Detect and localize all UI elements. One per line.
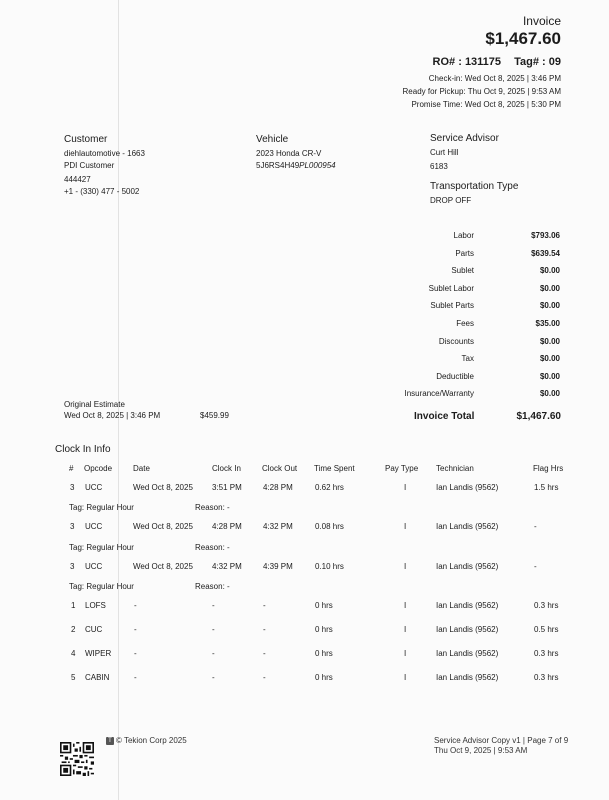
ro-label: RO# : [432,56,462,68]
cell-clock-out: - [263,601,266,610]
cell-technician: Ian Landis (9562) [436,483,499,492]
cell-clock-out: 4:39 PM [263,562,293,571]
cell-flag-hrs: 0.3 hrs [534,673,559,682]
cell-opcode: UCC [85,562,103,571]
cell-clock-in: - [212,601,215,610]
customer-block [64,148,145,198]
invoice-total-value: $1,467.60 [516,411,561,422]
cell-time-spent: 0 hrs [315,601,333,610]
customer-name: diehlautomotive - 1663 [64,149,145,158]
totals-row-sublet-parts [380,301,560,319]
vin-suffix: PL000954 [299,161,336,170]
totals-value: $0.00 [539,371,560,381]
totals-value: $35.00 [535,319,560,328]
cell-technician: Ian Landis (9562) [436,522,499,531]
cell-technician: Ian Landis (9562) [436,625,499,634]
promise-time-date: Promise Time: Wed Oct 8, 2025 | 5:30 PM [411,100,561,109]
cell-time-spent: 0.10 hrs [315,562,344,571]
totals-row-deductible [380,372,560,390]
cell-clock-in: - [212,673,215,682]
cell-technician: Ian Landis (9562) [436,601,499,610]
totals-row-discounts [380,337,560,355]
cell-clock-in: 4:28 PM [212,522,242,531]
totals-label: Sublet Parts [430,301,474,311]
cell-time-spent: 0.08 hrs [315,522,344,531]
customer-heading: Customer [64,134,108,145]
row-tag: Tag: Regular Hour [69,543,134,552]
cell-date: Wed Oct 8, 2025 [133,522,193,531]
cell-date: Wed Oct 8, 2025 [133,562,193,571]
totals-value: $0.00 [539,389,560,399]
col-header-time-spent: Time Spent [314,464,355,473]
cell-num: 3 [70,562,75,571]
cell-opcode: UCC [85,483,103,492]
col-header-pay-type: Pay Type [385,464,419,473]
cell-pay-type: I [404,601,407,610]
cell-pay-type: I [404,649,407,658]
cell-time-spent: 0 hrs [315,649,333,658]
transportation-heading: Transportation Type [430,181,519,192]
customer-type: PDI Customer [64,161,115,170]
tag-label: Tag# : [514,56,546,68]
cell-num: 2 [71,625,76,634]
customer-phone: +1 - (330) 477 - 5002 [64,187,140,196]
cell-technician: Ian Landis (9562) [436,649,499,658]
ro-tag-line [433,56,561,68]
row-tag: Tag: Regular Hour [69,582,134,591]
vehicle-block [256,148,336,172]
cell-clock-in: 4:32 PM [212,562,242,571]
row-tag: Tag: Regular Hour [69,503,134,512]
cell-opcode: UCC [85,522,103,531]
cell-opcode: CABIN [85,673,110,682]
cell-flag-hrs: 0.5 hrs [534,625,559,634]
col-header-clock-out: Clock Out [262,464,298,473]
cell-num: 5 [71,673,76,682]
totals-label: Fees [456,319,474,328]
cell-clock-out: - [263,625,266,634]
cell-num: 3 [70,483,75,492]
totals-value: $793.06 [531,231,560,240]
col-header-clock-in: Clock In [212,464,241,473]
cell-technician: Ian Landis (9562) [436,562,499,571]
cell-time-spent: 0 hrs [315,673,333,682]
footer-print-date: Thu Oct 9, 2025 | 9:53 AM [434,746,528,755]
qr-code-icon [60,742,94,776]
cell-pay-type: I [404,673,407,682]
vin-prefix: 5J6RS4H49 [256,161,300,170]
cell-flag-hrs: - [534,522,537,531]
invoice-total-header: $1,467.60 [485,29,561,48]
ready-for-pickup-date: Ready for Pickup: Thu Oct 9, 2025 | 9:53 AM [402,87,561,96]
totals-row-tax [380,354,560,372]
row-reason: Reason: - [195,582,230,591]
col-header-date: Date [133,464,150,473]
col-header-num: # [69,464,74,473]
totals-row-labor [380,231,560,249]
footer-copyright: © Tekion Corp 2025 [116,736,187,745]
cell-opcode: WIPER [85,649,112,658]
tekion-logo-icon: T [106,737,114,745]
totals-label: Labor [453,231,474,240]
cell-num: 3 [70,522,75,531]
totals-value: $0.00 [539,354,560,364]
original-estimate-date: Wed Oct 8, 2025 | 3:46 PM [64,411,161,420]
cell-time-spent: 0 hrs [315,625,333,634]
totals-label: Parts [455,248,474,258]
cell-flag-hrs: - [534,562,537,571]
cell-num: 1 [71,601,76,610]
col-header-flag-hrs: Flag Hrs [533,464,564,473]
cell-date: - [134,649,137,658]
cell-technician: Ian Landis (9562) [436,673,499,682]
invoice-total-label: Invoice Total [414,411,475,422]
totals-label: Discounts [438,336,474,346]
tag-value: 09 [548,56,561,68]
service-advisor-heading: Service Advisor [430,133,499,144]
cell-date: - [134,625,137,634]
totals-value: $0.00 [539,301,560,311]
cell-clock-out: - [263,673,266,682]
cell-flag-hrs: 0.3 hrs [534,601,559,610]
cell-clock-out: 4:28 PM [263,483,293,492]
cell-flag-hrs: 1.5 hrs [534,483,559,492]
service-advisor-name: Curt Hill [430,148,459,157]
cell-pay-type: I [404,522,407,531]
footer-copy-info: Service Advisor Copy v1 | Page 7 of 9 [434,736,569,745]
row-reason: Reason: - [195,543,230,552]
cell-time-spent: 0.62 hrs [315,483,344,492]
cell-opcode: LOFS [85,601,106,610]
cell-clock-out: - [263,649,266,658]
original-estimate-label: Original Estimate [64,400,125,409]
totals-label: Deductible [436,371,474,381]
totals-row-parts [380,249,560,267]
totals-row-insurance-warranty [380,389,560,407]
cell-clock-in: 3:51 PM [212,483,242,492]
totals-label: Sublet [451,266,474,276]
cell-pay-type: I [404,483,407,492]
cell-pay-type: I [404,562,407,571]
totals-label: Sublet Labor [428,283,474,293]
totals-row-sublet [380,266,560,284]
cell-flag-hrs: 0.3 hrs [534,649,559,658]
check-in-date: Check-in: Wed Oct 8, 2025 | 3:46 PM [428,74,561,83]
cell-clock-out: 4:32 PM [263,522,293,531]
service-advisor-id: 6183 [430,162,448,171]
col-header-opcode: Opcode [84,464,113,473]
original-estimate-amount: $459.99 [200,411,229,420]
totals-value: $639.54 [531,248,560,258]
row-reason: Reason: - [195,503,230,512]
clock-in-title: Clock In Info [55,444,111,455]
totals-value: $0.00 [539,266,560,276]
cell-opcode: CUC [85,625,103,634]
cell-clock-in: - [212,649,215,658]
totals-row-fees [380,319,560,337]
totals-value: $0.00 [539,283,560,293]
cell-date: - [134,601,137,610]
ro-value: 131175 [464,56,502,68]
cell-num: 4 [71,649,76,658]
totals-label: Insurance/Warranty [404,389,474,399]
cell-clock-in: - [212,625,215,634]
totals-label: Tax [461,354,474,364]
totals-value: $0.00 [539,336,560,346]
vehicle-heading: Vehicle [256,134,289,145]
vehicle-model: 2023 Honda CR-V [256,149,322,158]
cell-date: Wed Oct 8, 2025 [133,483,193,492]
invoice-title: Invoice [522,14,561,28]
vehicle-vin [256,160,336,172]
col-header-technician: Technician [436,464,474,473]
totals-row-sublet-labor [380,284,560,302]
transportation-value: DROP OFF [430,196,472,205]
cell-date: - [134,673,137,682]
cell-pay-type: I [404,625,407,634]
service-advisor-block [430,147,458,173]
customer-id: 444427 [64,175,91,184]
